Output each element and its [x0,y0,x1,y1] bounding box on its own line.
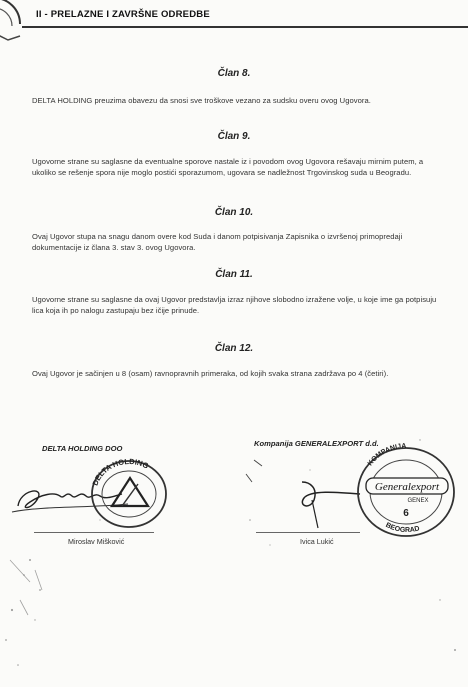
signature-line-right [256,532,360,533]
article-11-heading: Član 11. [215,269,253,280]
article-11-text: Ugovorne strane su saglasne da ovaj Ugovor predstavlja izraz njihove slobodno izražene volje, u koje ime ga potpisuju lica koja ih po nalogu zastupaju bez ičije prinude. [32,295,437,315]
signer-left: Miroslav Mišković [68,537,125,546]
article-12-text: Ovaj Ugovor je sačinjen u 8 (osam) ravnopravnih primeraka, od kojih svaka strana zadržava po 4 (četiri). [32,369,389,378]
article-8-text: DELTA HOLDING preuzima obavezu da snosi sve troškove vezano za sudsku overu ovog Ugovora. [32,96,371,105]
genex-stamp-top: KOMPANIJA [366,442,407,468]
signature-line-left [34,532,154,533]
genex-stamp-city: BEOGRAD [384,521,421,535]
article-10-heading: Član 10. [214,207,254,218]
svg-text:KOMPANIJA [367,443,407,467]
delta-holding-stamp [86,454,172,530]
section-header: II - PRELAZNE I ZAVRŠNE ODREDBE [36,9,210,20]
signer-right: Ivica Lukić [300,537,334,546]
article-9-heading: Član 9. [217,131,251,142]
generalexport-stamp [344,442,464,546]
genex-stamp-number: 6 [403,508,409,519]
article-12-heading: Član 12. [214,343,254,354]
article-9-text: Ugovorne strane su saglasne da eventualne sporove nastale iz i povodom ovog Ugovora rešavaju mirnim putem, a ukoliko se rešenje spora nije moglo postići sporazumom, ugovara se nadležnost Trgovinskog suda u Beogradu. [32,157,424,177]
genex-stamp-logo: Generalexport [374,481,440,493]
article-8-heading: Član 8. [217,68,251,79]
party-right-name: Kompanija GENERALEXPORT d.d. [254,439,379,448]
delta-stamp-text: DELTA HOLDING [90,456,151,487]
article-10-text: Ovaj Ugovor stupa na snagu danom overe kod Suda i danom potpisivanja Zapisnika o izvršenoj primopredaji dokumentacije iz člana 3. stav 3. ovog Ugovora. [32,232,403,252]
genex-stamp-sub: GENEX [407,498,429,504]
party-left-name: DELTA HOLDING DOO [42,444,123,453]
